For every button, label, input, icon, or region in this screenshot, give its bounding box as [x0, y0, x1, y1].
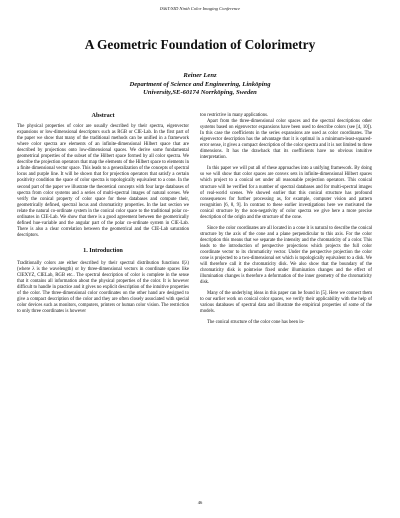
left-column	[17, 113, 189, 315]
intro-paragraph-3: In this paper we will put all of these approaches into a unifying framework. By doing so we will show that color spaces are convex sets in infinite-dimensional Hilbert spaces which project to a conical set under all reasonable projection operators. This conical structure will be verified for a number of spectral databases and for multi-spectral images of real-world scenes. We showed earlier that this conical structure has profound consequences for further processing as, for example, computer vision and pattern recognition [6, 8, 9]. In contrast to these earlier investigations here we motivated the conical structure by the non-negativity of color spectra we give here a more precise description of the origin and the structure of the cone.	[200, 166, 372, 220]
introduction-heading: 1. Introduction	[83, 246, 123, 254]
intro-paragraph-6: The conical structure of the color cone has been in-	[207, 320, 305, 326]
intro-paragraph-2: Apart from the three-dimensional color spaces and the spectral descriptions other systems based on eigenvector expansions have been used to describe colors (see [4, 10]). In this case the coefficients in the series expansions are used as color coordinates. The eigenvector description has the advantage that it is optimal in a minimum-least-squared-error sense, it gives a compact description of the color spectra and it is not limited to three dimensions. It has the drawback that its coefficients have no obvious intuitive interpretation.	[200, 119, 372, 161]
abstract-text: The physical properties of color are usually described by their spectra, eigenvector expansions or low-dimensional descriptors such as RGB or CIE-Lab. In the first part of the paper we show that many of the traditional methods can be unified in a framework where color spectra are elements of an infinite-dimensional Hilbert space that are described by projections onto low-dimensional spaces. We derive some fundamental geometrical properties of the subset of the Hilbert space formed by all color spectra. We describe the projection operators that map the elements of the Hilbert space to elements in a finite dimensional vector space. This leads to a generalization of the concepts of spectral locus and purple line. It will be shown that for projection operators that satisfy a certain positivity condition the space of color spectra is topologically equivalent to a cone. In the second part of the paper we illustrate the theoretical concepts with four large databases of spectra from color systems and a series of multi-spectral images of natural scenes. We verify the conical property of color space for these databases and compute their, geometrically defined, spectral locus and chromaticity properties. In the last section we relate the natural co-ordinate system in the conical color space to the traditional polar co-ordinates in CIE-Lab. We show that there is a good agreement between the geometrically defined hue-variable and the angular part of the polar co-ordinate system in CIE-Lab. There is also a clear correlation between the geometrical and the CIE-Lab saturation descriptors.	[17, 124, 189, 238]
page-number: 46	[197, 500, 203, 505]
paper-title: A Geometric Foundation of Colorimetry	[84, 37, 316, 52]
intro-paragraph-1: Traditionally colors are either described by their spectral distribution functions f(λ) (where λ is the wavelength) or by three-dimensional vectors in coordinate spaces like CIEXYZ, CIELab, RGB etc.. The spectral description of color is complete in the sense that it contains all information about the physical properties of the color. It is however difficult to handle in practice and it gives no explicit description of the intuitive properties of the color. The three-dimensional color coordinates on the other hand are designed to give a compact description of the color and they are often closely associated with special color devices such as monitors, computers, printers or human color vision. The restriction to only three coordinates is however	[17, 260, 189, 315]
intro-paragraph-1-continued: too restrictive in many applications.	[200, 113, 269, 118]
right-column	[200, 113, 372, 327]
intro-paragraph-5: Many of the underlying ideas in this paper can be found in [5]. Here we connect them to our earlier work on conical color spaces, we verify their applicability with the help of various databases of spectral data and illustrate the empirical properties of some of the models.	[200, 291, 372, 315]
affiliation-line-1: Department of Science and Engineering, Linköping	[129, 80, 271, 88]
affiliation-line-2: University,SE-60174 Norrköping, Sweden	[143, 89, 257, 97]
author-block	[0, 72, 400, 98]
author-name: Reiner Lenz	[183, 72, 217, 79]
running-head: IS&T/SID Ninth Color Imaging Conference	[159, 6, 241, 11]
abstract-heading: Abstract	[91, 112, 115, 119]
intro-paragraph-4: Since the color coordinates are all located in a cone it is natural to describe the conical structure by the axis of the cone and a plane perpendicular to this axis. For the color description this means that we separate the intensity and the chromaticity of a color. This leads to the introduction of perspective projections which projects the full color coordinate vector to its chromaticity vector. Under the perspective projection the color cone is projected to a two-dimensional set which is topologically equivalent to a disk. We will therefore call it the chromaticity disk. We also show that the boundary of the chromaticity disk is pointwise fixed under illumination changes and the effect of illumination changes is therefore a deformation of the inner geometry of the chromaticity disk.	[200, 225, 372, 286]
